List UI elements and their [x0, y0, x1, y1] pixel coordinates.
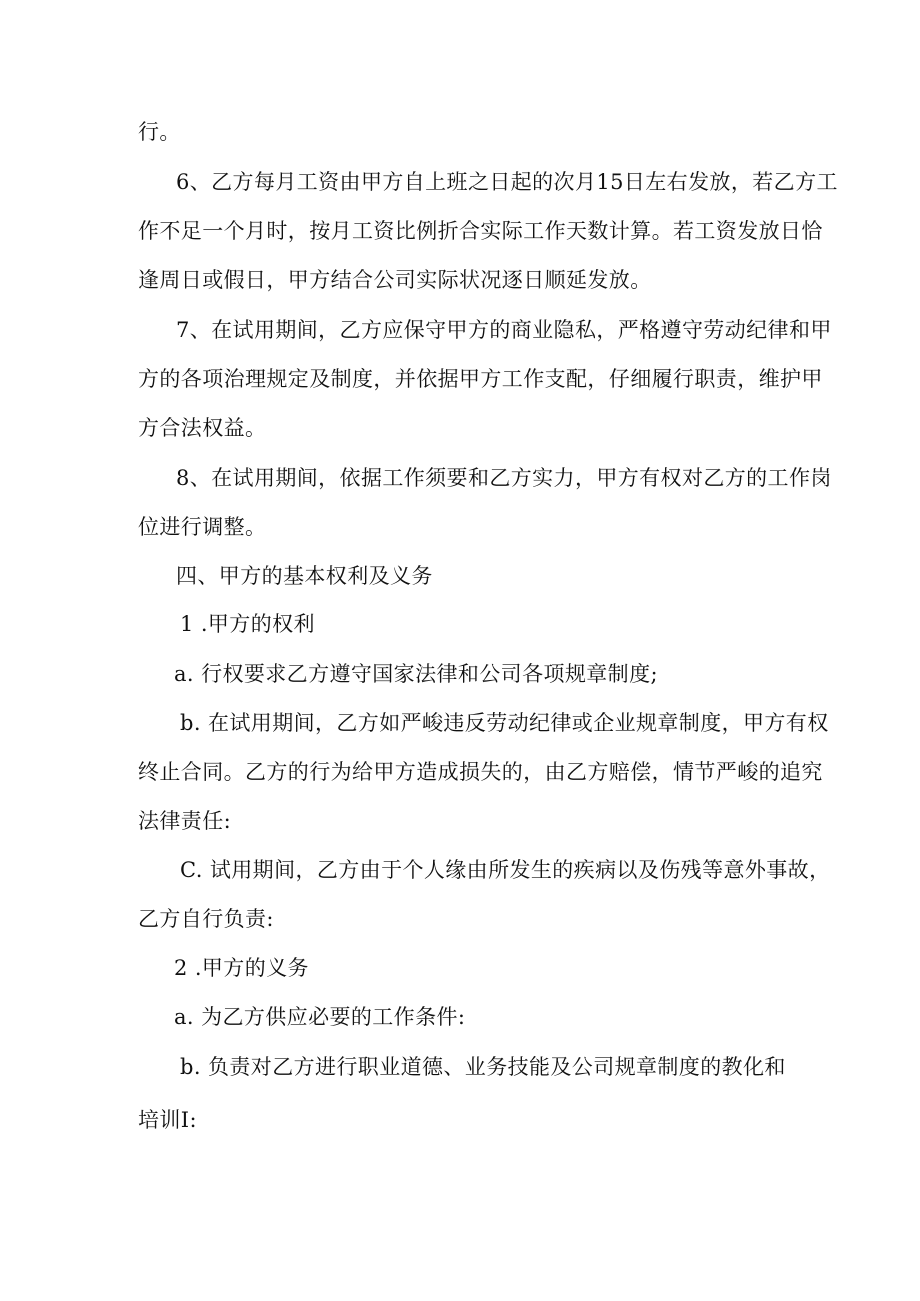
text-line: 8、在试用期间，依据工作须要和乙方实力，甲方有权对乙方的工作岗: [176, 466, 832, 490]
text-line: 逢周日或假日，甲方结合公司实际状况逐日顺延发放。: [138, 268, 652, 292]
text-line: 1 .甲方的权利: [180, 612, 315, 636]
text-line: 方合法权益。: [138, 416, 267, 440]
rights-item-a: [138, 650, 778, 699]
rights-item-c: [138, 846, 831, 944]
rights-item-b: [138, 699, 829, 846]
text-line: 法律责任:: [138, 809, 232, 833]
text-line: 培训I:: [138, 1108, 197, 1132]
text-line: 方的各项治理规定及制度，并依据甲方工作支配，仔细履行职责，维护甲: [138, 367, 823, 391]
section-heading: [138, 552, 778, 601]
duties-item-b: [138, 1043, 786, 1092]
text-line: C. 试用期间，乙方由于个人缘由所发生的疾病以及伤残等意外事故，: [180, 858, 831, 882]
text-line: 7、在试用期间，乙方应保守甲方的商业隐私，严格遵守劳动纪律和甲: [176, 318, 832, 342]
text-line: 行。: [138, 120, 181, 144]
text-line: 四、甲方的基本权利及义务: [176, 564, 433, 588]
text-line: a. 行权要求乙方遵守国家法律和公司各项规章制度;: [174, 662, 658, 686]
duties-item-a: [138, 993, 778, 1042]
subheading-rights: [138, 600, 778, 649]
text-line: b. 在试用期间，乙方如严峻违反劳动纪律或企业规章制度，甲方有权: [180, 711, 829, 735]
text-line: a. 为乙方供应必要的工作条件:: [174, 1005, 466, 1029]
text-line: b. 负责对乙方进行职业道德、业务技能及公司规章制度的教化和: [180, 1055, 786, 1079]
text-line: 终止合同。乙方的行为给甲方造成损失的，由乙方赔偿，情节严峻的追究: [138, 760, 823, 784]
text-line: 2 .甲方的义务: [174, 956, 309, 980]
subheading-duties: [138, 944, 778, 993]
duties-item-b-cont: [138, 1096, 778, 1145]
clause-8: [138, 454, 832, 552]
line-1: [138, 108, 778, 157]
clause-7: [138, 306, 832, 453]
text-line: 位进行调整。: [138, 515, 267, 539]
text-line: 乙方自行负责:: [138, 907, 274, 931]
text-line: 作不足一个月时，按月工资比例折合实际工作天数计算。若工资发放日恰: [138, 219, 823, 243]
text-line: 6、乙方每月工资由甲方自上班之日起的次月15日左右发放，若乙方工: [176, 170, 838, 194]
clause-6: [138, 158, 838, 305]
